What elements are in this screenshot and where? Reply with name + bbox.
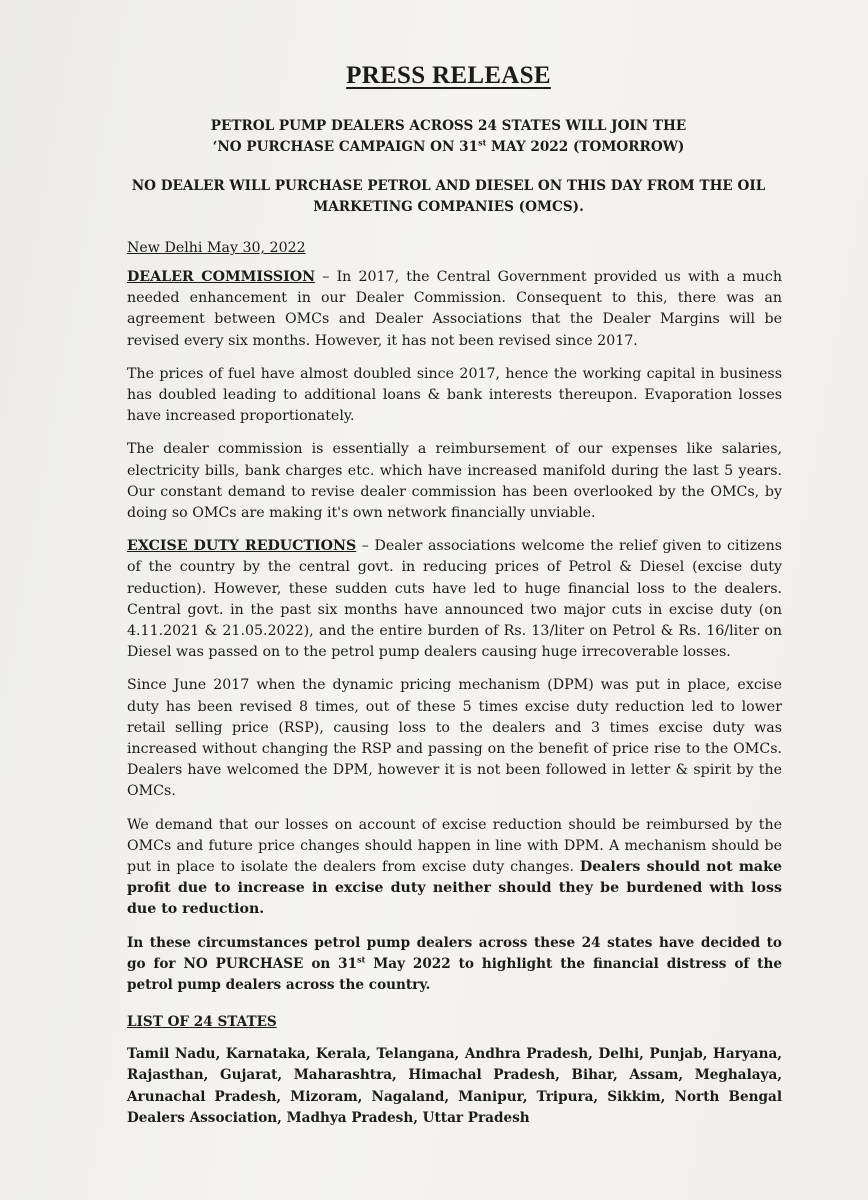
demand-bold-text: Dealers should not make profit due to increase in excise duty neither should they be burdened with loss due to reduction. xyxy=(127,859,782,918)
dealer-commission-paragraph xyxy=(127,267,782,352)
headline-line-2 xyxy=(115,137,782,158)
circumstances-superscript: st xyxy=(357,954,366,965)
reimbursement-paragraph: The dealer commission is essentially a reimbursement of our expenses like salaries, electricity bills, bank charges etc. which have increased manifold during the last 5 years. Our constant demand to revise dealer commission has been overlooked by the OMCs, by doing so OMCs are making it's own network financially unviable. xyxy=(127,441,782,522)
dateline: New Delhi May 30, 2022 xyxy=(127,240,306,256)
fuel-prices-paragraph: The prices of fuel have almost doubled since 2017, hence the working capital in business has doubled leading to additional loans & bank interests thereupon. Evaporation losses have increased proportionately. xyxy=(127,365,782,425)
circumstances-pre: In these circumstances petrol pump dealers across these 24 states have decided to go for NO PURCHASE on 31 xyxy=(127,934,782,972)
page-title: PRESS RELEASE xyxy=(346,62,551,89)
states-list: Tamil Nadu, Karnataka, Kerala, Telangana, Andhra Pradesh, Delhi, Punjab, Haryana, Rajasthan, Gujarat, Maharashtra, Himachal Pradesh, Bihar, Assam, Meghalaya, Arunachal Pradesh, Mizoram, Nagaland, Manipur, Tripura, Sikkim, North Bengal Dealers Association, Madhya Pradesh, Uttar Pradesh xyxy=(127,1045,782,1127)
circumstances-post: May 2022 to highlight the financial distress of the petrol pump dealers across the country. xyxy=(127,955,782,993)
excise-duty-paragraph xyxy=(127,536,782,663)
headline-line-2-pre: ‘NO PURCHASE CAMPAIGN ON 31 xyxy=(212,139,479,155)
circumstances-paragraph xyxy=(127,933,782,996)
headline-superscript: st xyxy=(478,137,487,148)
headline-line-1: PETROL PUMP DEALERS ACROSS 24 STATES WILL JOIN THE xyxy=(210,118,687,134)
excise-duty-text: – Dealer associations welcome the relief given to citizens of the country by the central govt. in reducing prices of Petrol & Diesel (excise duty reduction). However, these sudden cuts have led to huge financial loss to the dealers. Central govt. in the past six months have announced two major cuts in excise duty (on 4.11.2021 & 21.05.2022), and the entire burden of Rs. 13/liter on Petrol & Rs. 16/liter on Diesel was passed on to the petrol pump dealers causing huge irrecoverable losses. xyxy=(127,538,782,661)
dealer-commission-heading: DEALER COMMISSION xyxy=(127,269,316,285)
headline xyxy=(115,116,782,158)
dealer-commission-text: – In 2017, the Central Government provided us with a much needed enhancement in our Dealer Commission. Consequent to this, there was an agreement between OMCs and Dealer Associations that the Dealer Margins will be revised every six months. However, it has not been revised since 2017. xyxy=(127,269,782,349)
subheadline: NO DEALER WILL PURCHASE PETROL AND DIESEL ON THIS DAY FROM THE OIL MARKETING COMPANIES (OMCS). xyxy=(131,178,766,215)
demand-text: We demand that our losses on account of excise reduction should be reimbursed by the OMCs and future price changes should happen in line with DPM. A mechanism should be put in place to isolate the dealers from excise duty changes. xyxy=(127,816,782,876)
headline-line-2-post: MAY 2022 (TOMORROW) xyxy=(486,139,685,155)
excise-duty-heading: EXCISE DUTY REDUCTIONS xyxy=(127,538,357,555)
states-list-heading: LIST OF 24 STATES xyxy=(127,1013,277,1030)
demand-paragraph xyxy=(127,815,782,921)
dpm-paragraph: Since June 2017 when the dynamic pricing mechanism (DPM) was put in place, excise duty has been revised 8 times, out of these 5 times excise duty reduction led to lower retail selling price (RSP), causing loss to the dealers and 3 times excise duty was increased without changing the RSP and passing on the benefit of price rise to the OMCs. Dealers have welcomed the DPM, however it is not been followed in letter & spirit by the OMCs. xyxy=(127,677,782,800)
